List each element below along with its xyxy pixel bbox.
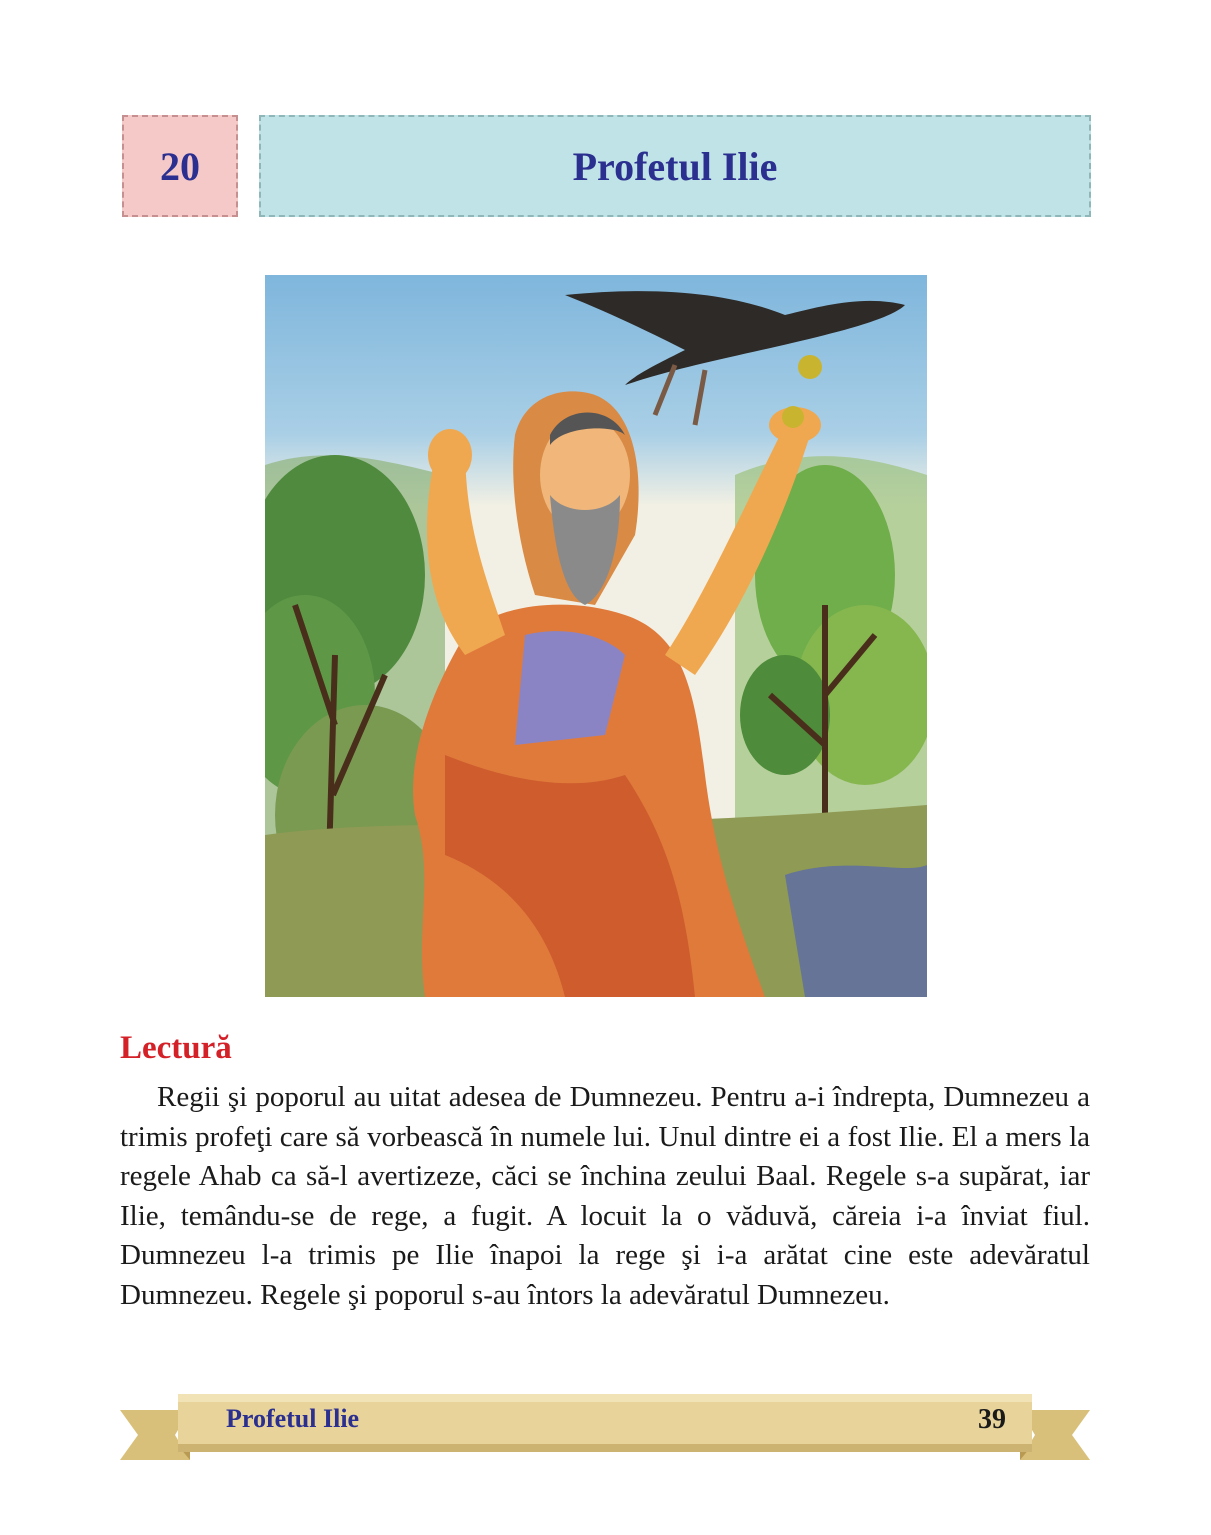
lesson-title: Profetul Ilie	[572, 143, 778, 189]
prophet-with-raven-illustration	[265, 275, 927, 997]
lesson-number: 20	[160, 143, 200, 189]
lesson-number-box	[122, 115, 238, 217]
page-number: 39	[978, 1404, 1006, 1435]
reading-paragraph: Regii şi poporul au uitat adesea de Dumnezeu. Pentru a-i îndrepta, Dumnezeu a trimis profeţi care să vorbească în numele lui. Unul dintre ei a fost Ilie. El a mers la regele Ahab ca să-l avertizeze, căci se închina zeului Baal. Regele s-a supărat, iar Ilie, temându-se de rege, a fugit. A locuit la o văduvă, căreia i-a înviat fiul. Dumnezeu l-a trimis pe Ilie înapoi la rege şi i-a arătat cine este adevăratul Dumnezeu. Regele şi poporul s-au întors la adevăratul Dumnezeu.	[120, 1081, 1090, 1311]
section-heading: Lectură	[120, 1030, 232, 1066]
footer-title: Profetul Ilie	[226, 1404, 360, 1433]
lesson-title-box	[259, 115, 1091, 217]
